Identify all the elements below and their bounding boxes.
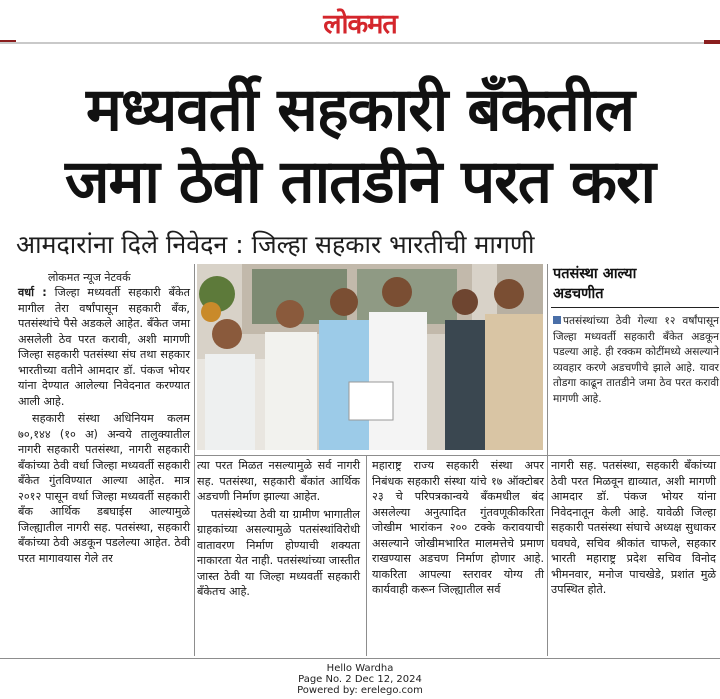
article-paragraph: त्या परत मिळत नसल्यामुळे सर्व नागरी सह. पतसंस्था, सहकारी बँकांत आर्थिक अडचणी निर्माण झाल्या आहेत. [197,459,360,503]
masthead-right-bar [704,40,720,44]
article-column-4 [551,458,716,598]
headline-line-1: मध्यवर्ती सहकारी बँकेतील [86,75,634,145]
footer-rule [0,658,720,659]
article-paragraph: महाराष्ट्र राज्य सहकारी संस्था अपर निबंधक सहकारी संस्था यांचे १७ ऑक्टोबर २३ चे परिपत्रकान्वये बँकमधील बंद असलेल्या अनुत्पादित गुंतवणूकीकरिता जोखीम भारांकन २०० टक्के करावयाची असल्याने जोखीमभारित मालमत्तेचे प्रमाण राखण्यास अडचण निर्माण होणार आहे. याकरिता आपल्या स्तरावर योग्य ती कार्यवाही करून जिल्ह्यातील सर्व [372,459,544,596]
subheadline: आमदारांना दिले निवेदन : जिल्हा सहकार भारतीची मागणी [16,230,535,259]
article-column-3 [372,458,544,598]
footer-edition: Hello Wardha [326,663,394,674]
bullet-square-icon [553,316,561,324]
masthead [0,0,720,46]
sidebox-bottom-rule [548,455,720,456]
article-column-1 [18,285,190,566]
dateline: वर्धा : [18,286,47,299]
newspaper-logo[interactable]: लोकमत [323,9,397,40]
photo-bottom-rule [195,455,547,456]
masthead-rule [0,42,720,44]
sidebar-title: पतसंस्था आल्या अडचणीत [553,266,637,302]
column-divider [194,264,195,656]
article-column-2 [197,458,360,600]
column-divider [547,264,548,656]
article-paragraph: सहकारी संस्था अधिनियम कलम ७०,१४४ (१० अ) अन्वये तालुक्यातील नागरी सहकारी पतसंस्था, नागरी सहकारी बँकांच्या ठेवी वर्धा जिल्हा मध्यवर्ती सहकारी बँकेत गुंतविण्यात आल्या आहेत. मात्र २०१२ पासून वर्धा जिल्हा मध्यवर्ती सहकारी बँक आर्थिक डबघाईस आल्यामुळे जिल्ह्यातील नागरी सह. पतसंस्था, सहकारी बँकांच्या ठेवी अडकून पडलेल्या आहेत. ठेवी परत मागावयास गेले तर [18,412,190,565]
sidebar-box [551,264,719,407]
footer-page-date: Page No. 2 Dec 12, 2024 [298,674,422,685]
sidebar-body: पतसंस्थांच्या ठेवी गेल्या १२ वर्षांपासून जिल्हा मध्यवर्ती सहकारी बँकेत अडकून पडल्या आहे. ही रक्कम कोटींमध्ये असल्याने व्यवहार करणे अडचणीचे झाले आहे. यावर तोडगा काढून तातडीने जमा ठेव परत करावी मागणी आहे. [553,315,719,405]
headline [0,74,720,218]
column-divider [366,456,367,656]
news-photo [197,264,543,450]
headline-line-2: जमा ठेवी तातडीने परत करा [64,147,656,217]
article-paragraph: नागरी सह. पतसंस्था, सहकारी बँकांच्या ठेवी परत मिळवून द्याव्यात, अशी मागणी आमदार डॉ. पंकज भोयर यांना निवेदनातून केली आहे. यावेळी जिल्हा सहकारी पतसंस्था संघाचे अध्यक्ष सुधाकर घवघवे, सचिव श्रीकांत चाफले, सहकार भारती महाराष्ट्र प्रदेश सचिव विनोद भीमनवार, मनोज पाचखेडे, प्रशांत मुळे उपस्थित होते. [551,459,716,596]
article-paragraph: पतसंस्थेच्या ठेवी या ग्रामीण भागातील ग्राहकांच्या असल्यामुळे पतसंस्थांविरोधी वातावरण निर्माण होण्याची शक्यता नाकारता येत नाही. पतसंस्थांच्या जास्तीत जास्त ठेवी या जिल्हा मध्यवर्ती सहकारी बँकेतच आहे. [197,507,360,598]
byline: लोकमत न्यूज नेटवर्क [48,271,131,284]
article-paragraph: वर्धा : जिल्हा मध्यवर्ती सहकारी बँकेत मागील तेरा वर्षांपासून सहकारी बँक, पतसंस्थांचे पैसे अडकले आहेत. बँकेत जमा असलेली ठेव परत करावी, अशी मागणी जिल्हा सहकारी पतसंस्था संघ तथा सहकार भारतीच्या वतीने आमदार डॉ. पंकज भोयर यांना देण्यात आलेल्या निवेदनात करण्यात आली आहे. [18,286,190,408]
sidebar-title-rule [551,307,719,308]
photo-illustration [197,264,543,450]
footer-powered-by[interactable]: Powered by: erelego.com [297,685,423,696]
